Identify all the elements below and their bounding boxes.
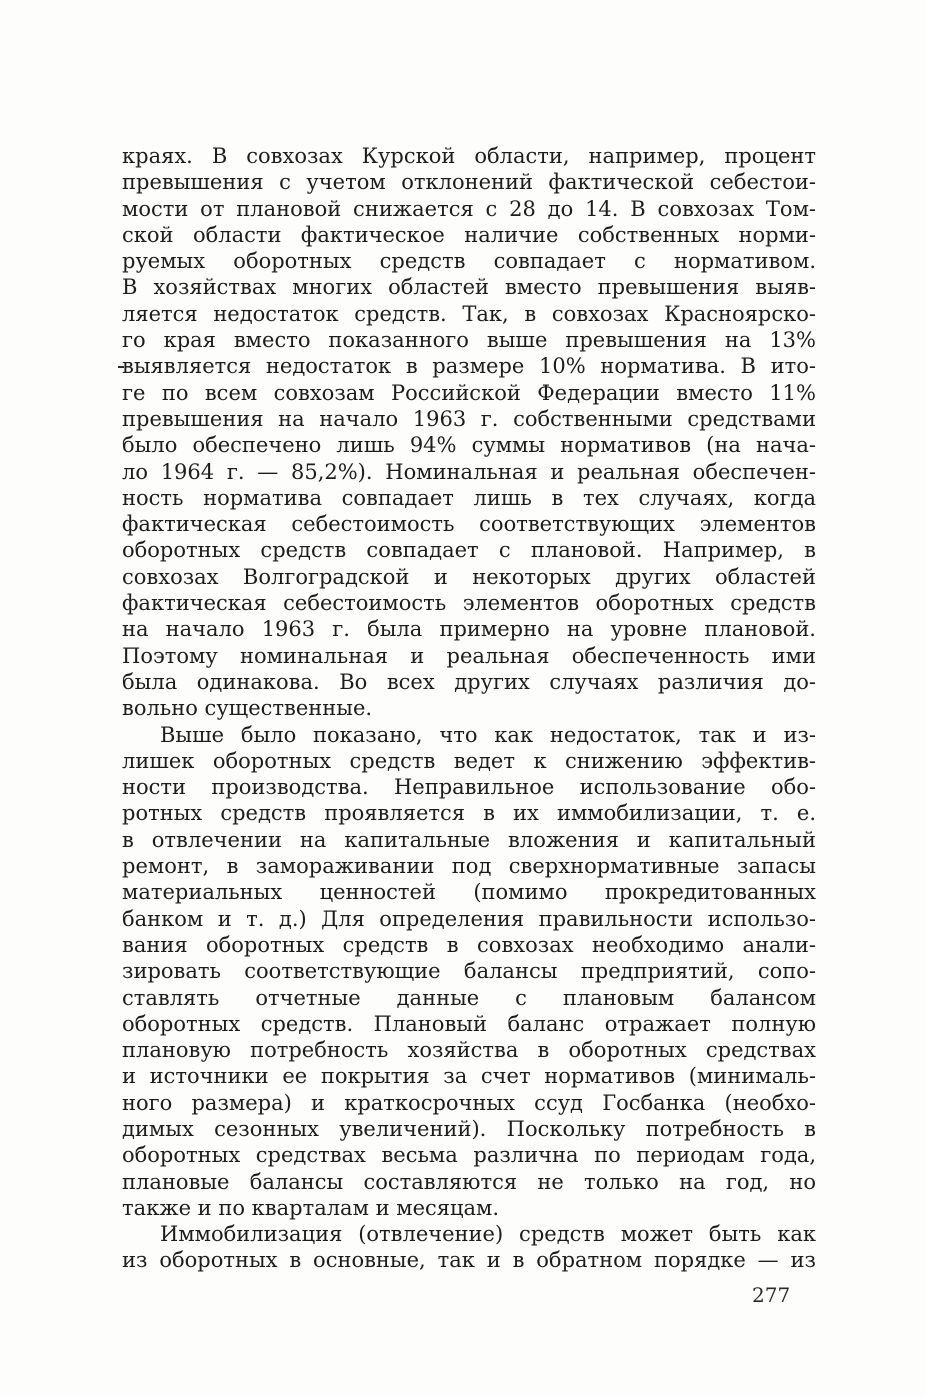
text-line: превышения на начало 1963 г. собственными средствами bbox=[122, 406, 816, 431]
text-line: го края вместо показанного выше превышения на 13% bbox=[122, 328, 816, 353]
text-line: плановую потребность хозяйства в оборотных средствах bbox=[122, 1038, 816, 1063]
text-line: оборотных средств. Плановый баланс отражает полную bbox=[122, 1011, 816, 1036]
page-number: 277 bbox=[752, 1283, 791, 1307]
text-line: вания оборотных средств в совхозах необходимо анали- bbox=[122, 932, 816, 957]
paragraph-1 bbox=[122, 143, 816, 722]
text-line: мости от плановой снижается с 28 до 14. В совхозах Том- bbox=[122, 196, 816, 221]
text-line: ности производства. Неправильное использование обо- bbox=[122, 775, 816, 800]
text-line: ставлять отчетные данные с плановым балансом bbox=[122, 985, 816, 1010]
text-line: краях. В совхозах Курской области, например, процент bbox=[122, 144, 816, 168]
text-line: Иммобилизация (отвлечение) средств может быть как bbox=[160, 1222, 816, 1247]
body-text bbox=[122, 143, 816, 1274]
text-line: плановые балансы составляются не только на год, но bbox=[122, 1169, 816, 1194]
text-line: ремонт, в замораживании под сверхнормативные запасы bbox=[122, 854, 816, 879]
text-line: превышения с учетом отклонений фактической себестои- bbox=[122, 170, 816, 195]
text-line: вольно существенные. bbox=[122, 696, 373, 721]
text-line: также и по кварталам и месяцам. bbox=[122, 1195, 500, 1220]
text-line: было обеспечено лишь 94% суммы нормативов (на нача- bbox=[122, 433, 816, 458]
text-line: материальных ценностей (помимо прокредитованных bbox=[122, 880, 816, 905]
text-line: В хозяйствах многих областей вместо превышения выяв- bbox=[122, 275, 816, 300]
text-line: Поэтому номинальная и реальная обеспеченность ими bbox=[122, 643, 816, 668]
text-line: руемых оборотных средств совпадает с нормативом. bbox=[122, 249, 816, 274]
text-line: зировать соответствующие балансы предприятий, сопо- bbox=[122, 959, 816, 984]
text-line: ного размера) и краткосрочных ссуд Госбанка (необхо- bbox=[122, 1090, 816, 1115]
text-line: Выше было показано, что как недостаток, так и из- bbox=[160, 722, 816, 747]
text-line: из оборотных в основные, так и в обратном порядке — из bbox=[122, 1248, 816, 1273]
text-line: ляется недостаток средств. Так, в совхозах Красноярско- bbox=[122, 301, 816, 326]
text-line: ге по всем совхозам Российской Федерации вместо 11% bbox=[122, 380, 816, 405]
text-line: была одинакова. Во всех других случаях различия до- bbox=[122, 669, 816, 694]
text-line: оборотных средств совпадает с плановой. Например, в bbox=[122, 538, 816, 563]
text-line: ло 1964 г. — 85,2%). Номинальная и реальная обеспечен- bbox=[122, 459, 816, 484]
text-line: ской области фактическое наличие собственных норми- bbox=[122, 222, 816, 247]
text-line: ность норматива совпадает лишь в тех случаях, когда bbox=[122, 485, 816, 510]
text-line: банком и т. д.) Для определения правильности использо- bbox=[122, 906, 816, 931]
text-line: фактическая себестоимость элементов оборотных средств bbox=[122, 591, 816, 616]
text-line: димых сезонных увеличений). Поскольку потребность в bbox=[122, 1116, 816, 1141]
text-line: на начало 1963 г. была примерно на уровне плановой. bbox=[122, 617, 816, 642]
paragraph-2 bbox=[122, 722, 816, 1222]
text-line: ротных средств проявляется в их иммобилизации, т. е. bbox=[122, 801, 816, 826]
text-line: и источники ее покрытия за счет нормативов (минималь- bbox=[122, 1064, 816, 1089]
paragraph-3 bbox=[122, 1221, 816, 1274]
text-line: совхозах Волгоградской и некоторых других областей bbox=[122, 564, 816, 589]
text-line: оборотных средствах весьма различна по периодам года, bbox=[122, 1143, 816, 1168]
text-line: выявляется недостаток в размере 10% норматива. В ито- bbox=[122, 354, 816, 379]
text-line: лишек оборотных средств ведет к снижению эффектив- bbox=[122, 748, 816, 773]
text-line: в отвлечении на капитальные вложения и капитальный bbox=[122, 827, 816, 852]
text-line: фактическая себестоимость соответствующих элементов bbox=[122, 512, 816, 537]
